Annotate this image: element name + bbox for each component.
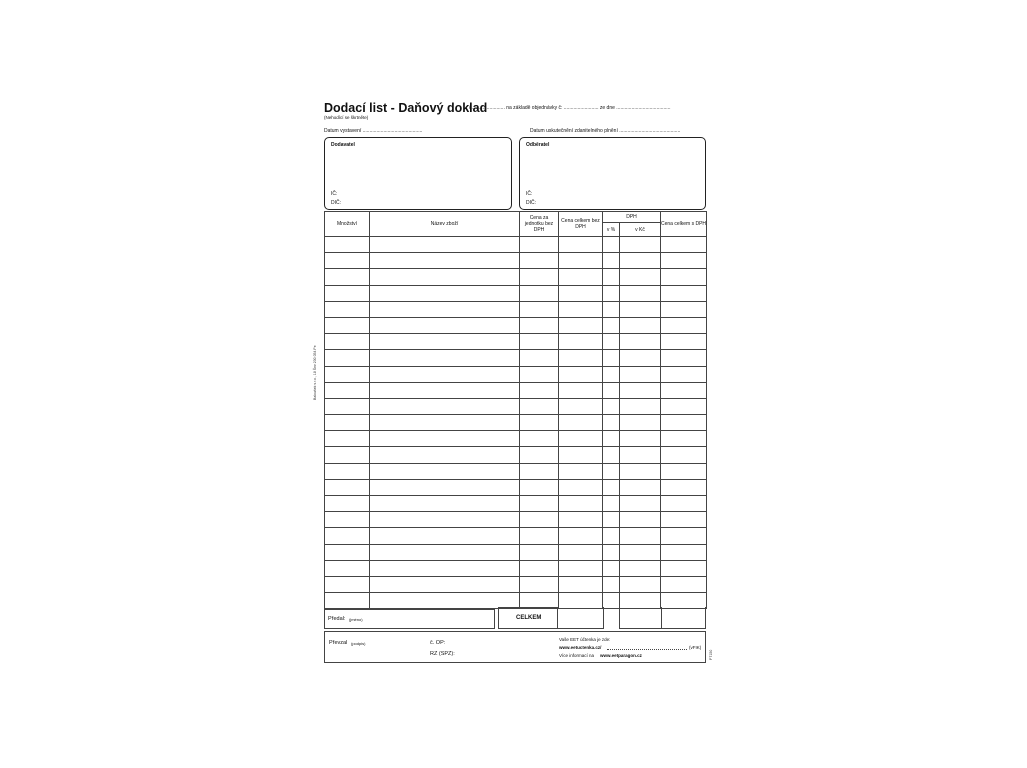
table-cell[interactable] (559, 479, 603, 495)
table-cell[interactable] (520, 496, 559, 512)
table-cell[interactable] (620, 398, 661, 414)
table-cell[interactable] (661, 496, 707, 512)
table-cell[interactable] (325, 496, 370, 512)
table-cell[interactable] (661, 285, 707, 301)
table-cell[interactable] (620, 463, 661, 479)
table-cell[interactable] (559, 528, 603, 544)
table-cell[interactable] (620, 415, 661, 431)
table-row (325, 463, 707, 479)
table-cell[interactable] (520, 528, 559, 544)
table-cell[interactable] (620, 479, 661, 495)
table-cell[interactable] (661, 366, 707, 382)
table-cell[interactable] (620, 269, 661, 285)
table-cell[interactable] (520, 576, 559, 592)
table-cell[interactable] (603, 382, 620, 398)
items-table (324, 211, 707, 609)
table-row (325, 576, 707, 592)
table-cell[interactable] (620, 447, 661, 463)
table-cell[interactable] (620, 334, 661, 350)
table-cell[interactable] (370, 285, 520, 301)
table-cell[interactable] (661, 317, 707, 333)
table-cell[interactable] (603, 544, 620, 560)
table-cell[interactable] (370, 512, 520, 528)
table-cell[interactable] (520, 382, 559, 398)
table-cell[interactable] (559, 285, 603, 301)
table-cell[interactable] (603, 560, 620, 576)
table-cell[interactable] (520, 479, 559, 495)
table-cell[interactable] (661, 447, 707, 463)
table-cell[interactable] (620, 253, 661, 269)
table-row (325, 269, 707, 285)
table-cell[interactable] (325, 544, 370, 560)
plate-label: RZ (SPZ): (430, 651, 455, 657)
table-cell[interactable] (370, 366, 520, 382)
table-row (325, 560, 707, 576)
table-cell[interactable] (520, 269, 559, 285)
table-cell[interactable] (370, 301, 520, 317)
header-vat-czk: v Kč (620, 223, 661, 237)
table-row (325, 253, 707, 269)
table-cell[interactable] (603, 269, 620, 285)
table-cell[interactable] (520, 447, 559, 463)
table-cell[interactable] (520, 398, 559, 414)
table-cell[interactable] (620, 366, 661, 382)
supplier-label: Dodavatel (331, 142, 355, 148)
table-row (325, 317, 707, 333)
table-cell[interactable] (370, 479, 520, 495)
table-cell[interactable] (661, 576, 707, 592)
table-cell[interactable] (559, 366, 603, 382)
table-row (325, 237, 707, 253)
handed-over-note: (jméno) (349, 617, 363, 622)
table-cell[interactable] (520, 431, 559, 447)
eet-more-prefix: Více informací na (559, 653, 595, 658)
header-unit-price: Cena za jednotku bez DPH (520, 212, 559, 237)
table-cell[interactable] (520, 285, 559, 301)
table-cell[interactable] (520, 350, 559, 366)
table-cell[interactable] (603, 496, 620, 512)
table-cell[interactable] (603, 593, 620, 609)
eet-fik: (vFIK) (689, 645, 702, 650)
table-cell[interactable] (620, 431, 661, 447)
table-cell[interactable] (559, 237, 603, 253)
table-cell[interactable] (325, 560, 370, 576)
total-label: CELKEM (516, 615, 542, 621)
header-vat: DPH (603, 212, 661, 223)
table-row (325, 382, 707, 398)
table-row (325, 544, 707, 560)
table-cell[interactable] (559, 560, 603, 576)
table-cell[interactable] (661, 237, 707, 253)
table-cell[interactable] (559, 334, 603, 350)
table-cell[interactable] (325, 528, 370, 544)
received-label: Převzal (329, 640, 348, 646)
table-row (325, 285, 707, 301)
table-cell[interactable] (661, 415, 707, 431)
table-cell[interactable] (370, 544, 520, 560)
table-cell[interactable] (559, 496, 603, 512)
total-no-vat-cell (558, 607, 604, 629)
table-cell[interactable] (620, 560, 661, 576)
table-cell[interactable] (325, 479, 370, 495)
eet-line1: Vaše EET účtenka je zde: (559, 637, 611, 642)
table-cell[interactable] (603, 334, 620, 350)
table-cell[interactable] (661, 463, 707, 479)
supplier-dic: DIČ: (331, 200, 341, 206)
table-cell[interactable] (661, 253, 707, 269)
table-cell[interactable] (325, 301, 370, 317)
table-cell[interactable] (559, 253, 603, 269)
table-row (325, 301, 707, 317)
table-cell[interactable] (620, 285, 661, 301)
received-box (324, 631, 706, 663)
table-cell[interactable] (661, 479, 707, 495)
table-cell[interactable] (325, 593, 370, 609)
table-row (325, 366, 707, 382)
table-cell[interactable] (620, 301, 661, 317)
table-cell[interactable] (661, 544, 707, 560)
header-total-with-vat: Cena celkem s DPH (661, 212, 707, 237)
total-with-vat-cell (660, 607, 706, 629)
header-vat-percent: v % (603, 223, 620, 237)
customer-dic: DIČ: (526, 200, 536, 206)
table-cell[interactable] (325, 237, 370, 253)
side-note: Baloušek s.r.o., 18 Šev 230 054 Pe (313, 345, 317, 400)
table-cell[interactable] (559, 398, 603, 414)
table-cell[interactable] (661, 398, 707, 414)
table-cell[interactable] (370, 269, 520, 285)
table-cell[interactable] (370, 463, 520, 479)
table-cell[interactable] (370, 560, 520, 576)
table-cell[interactable] (370, 447, 520, 463)
table-cell[interactable] (603, 479, 620, 495)
table-row (325, 350, 707, 366)
customer-label: Odběratel (526, 142, 550, 148)
table-cell[interactable] (559, 463, 603, 479)
table-cell[interactable] (603, 253, 620, 269)
table-cell[interactable] (603, 447, 620, 463)
table-cell[interactable] (325, 334, 370, 350)
table-cell[interactable] (661, 528, 707, 544)
table-cell[interactable] (559, 544, 603, 560)
table-cell[interactable] (661, 512, 707, 528)
table-cell[interactable] (603, 463, 620, 479)
table-row (325, 447, 707, 463)
table-cell[interactable] (603, 398, 620, 414)
table-cell[interactable] (603, 512, 620, 528)
table-cell[interactable] (325, 350, 370, 366)
table-cell[interactable] (325, 269, 370, 285)
supplier-box (324, 137, 512, 210)
table-row (325, 415, 707, 431)
eet-fik-line (607, 649, 687, 650)
table-row (325, 334, 707, 350)
header-total-no-vat: Cena celkem bez DPH (559, 212, 603, 237)
header-quantity: Množství (325, 212, 370, 237)
table-cell[interactable] (325, 382, 370, 398)
table-cell[interactable] (370, 334, 520, 350)
total-box (498, 607, 558, 629)
table-cell[interactable] (520, 560, 559, 576)
table-cell[interactable] (559, 382, 603, 398)
table-cell[interactable] (661, 382, 707, 398)
table-cell[interactable] (661, 431, 707, 447)
table-cell[interactable] (520, 366, 559, 382)
table-cell[interactable] (370, 317, 520, 333)
table-cell[interactable] (325, 253, 370, 269)
header-product-name: Název zboží (370, 212, 520, 237)
table-cell[interactable] (520, 463, 559, 479)
table-cell[interactable] (325, 431, 370, 447)
table-cell[interactable] (661, 269, 707, 285)
table-cell[interactable] (325, 398, 370, 414)
table-cell[interactable] (520, 237, 559, 253)
handed-over-label: Předal: (328, 616, 346, 622)
table-cell[interactable] (620, 496, 661, 512)
document-number-line: č........................ na základě objednávky č: ......................... ze dne ....................................... (469, 105, 671, 111)
table-cell[interactable] (325, 463, 370, 479)
table-cell[interactable] (370, 593, 520, 609)
document-title: Dodací list - Daňový doklad (324, 101, 488, 115)
table-cell[interactable] (520, 334, 559, 350)
table-cell[interactable] (370, 415, 520, 431)
table-cell[interactable] (661, 334, 707, 350)
table-cell[interactable] (603, 317, 620, 333)
table-row (325, 512, 707, 528)
table-cell[interactable] (603, 285, 620, 301)
table-cell[interactable] (325, 366, 370, 382)
table-cell[interactable] (520, 301, 559, 317)
items-body (325, 237, 707, 609)
table-cell[interactable] (620, 512, 661, 528)
table-cell[interactable] (661, 350, 707, 366)
table-cell[interactable] (370, 528, 520, 544)
table-row (325, 479, 707, 495)
table-cell[interactable] (370, 382, 520, 398)
table-cell[interactable] (370, 398, 520, 414)
table-cell[interactable] (620, 317, 661, 333)
table-cell[interactable] (603, 431, 620, 447)
form-code: PT150 (709, 649, 713, 660)
table-cell[interactable] (559, 415, 603, 431)
table-row (325, 398, 707, 414)
table-cell[interactable] (559, 447, 603, 463)
table-cell[interactable] (603, 576, 620, 592)
table-row (325, 528, 707, 544)
table-cell[interactable] (661, 301, 707, 317)
table-cell[interactable] (325, 415, 370, 431)
handed-over-box (324, 609, 495, 629)
table-row (325, 496, 707, 512)
document-subtitle: (Nehodící se škrtněte) (324, 115, 369, 120)
table-cell[interactable] (559, 317, 603, 333)
table-cell[interactable] (370, 431, 520, 447)
table-cell[interactable] (603, 237, 620, 253)
table-cell[interactable] (603, 301, 620, 317)
table-cell[interactable] (370, 237, 520, 253)
received-note: (podpis) (351, 641, 366, 646)
table-row (325, 431, 707, 447)
table-cell[interactable] (559, 576, 603, 592)
table-cell[interactable] (559, 350, 603, 366)
table-cell[interactable] (325, 285, 370, 301)
table-cell[interactable] (603, 350, 620, 366)
table-cell[interactable] (325, 317, 370, 333)
table-cell[interactable] (620, 382, 661, 398)
table-cell[interactable] (620, 544, 661, 560)
table-cell[interactable] (325, 512, 370, 528)
table-cell[interactable] (559, 431, 603, 447)
customer-ic: IČ: (526, 191, 533, 197)
table-cell[interactable] (559, 512, 603, 528)
supplier-ic: IČ: (331, 191, 338, 197)
table-cell[interactable] (620, 350, 661, 366)
table-cell[interactable] (559, 269, 603, 285)
table-cell[interactable] (370, 350, 520, 366)
table-cell[interactable] (520, 253, 559, 269)
table-cell[interactable] (325, 447, 370, 463)
table-cell[interactable] (661, 560, 707, 576)
table-cell[interactable] (603, 528, 620, 544)
table-cell[interactable] (603, 366, 620, 382)
table-cell[interactable] (620, 237, 661, 253)
eet-url[interactable]: www.eetuctenka.cz/ (559, 645, 602, 650)
id-card-label: č. OP: (430, 640, 446, 646)
table-cell[interactable] (520, 415, 559, 431)
date-taxable-field: Datum uskutečnění zdanitelného plnění ............................................ (530, 128, 681, 134)
table-cell[interactable] (603, 415, 620, 431)
table-cell[interactable] (559, 301, 603, 317)
table-cell[interactable] (520, 544, 559, 560)
date-issued-field: Datum vystavení ........................................... (324, 128, 423, 134)
customer-box (519, 137, 706, 210)
table-cell[interactable] (325, 576, 370, 592)
total-vat-cell (619, 607, 662, 629)
table-cell[interactable] (520, 317, 559, 333)
eet-more-url[interactable]: www.eetparagon.cz (600, 653, 642, 658)
table-cell[interactable] (520, 512, 559, 528)
table-cell[interactable] (370, 576, 520, 592)
table-cell[interactable] (620, 576, 661, 592)
table-cell[interactable] (370, 253, 520, 269)
table-cell[interactable] (620, 528, 661, 544)
table-cell[interactable] (370, 496, 520, 512)
